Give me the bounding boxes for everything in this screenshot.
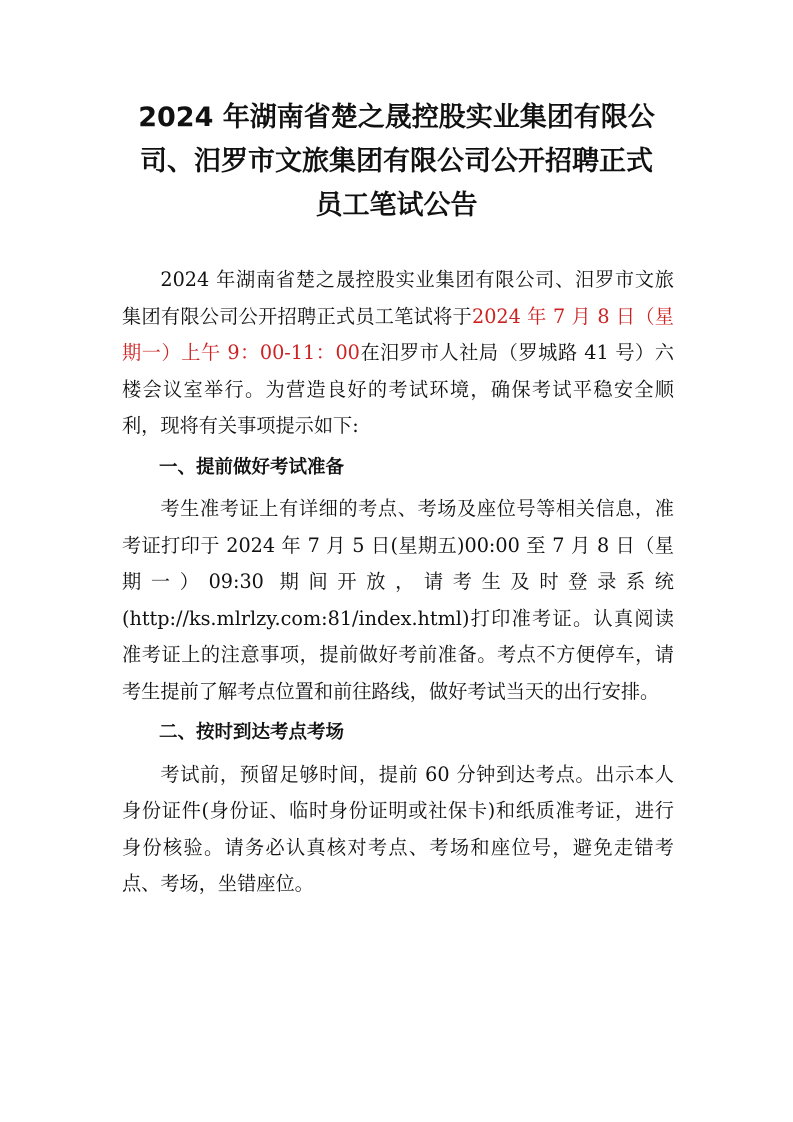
- exam-time-highlight: 2024 年 7 月 8 日（星期一）上午 9：00-11：00: [122, 304, 674, 364]
- section-2-paragraph: 考试前，预留足够时间，提前 60 分钟到达考点。出示本人身份证件(身份证、临时身份证明或社保卡)和纸质准考证，进行身份核验。请务必认真核对考点、考场和座位号，避免走错考点、考场，坐错座位。: [122, 762, 674, 895]
- page-title: [110, 96, 683, 228]
- document-body: [122, 262, 674, 903]
- intro-paragraph: [122, 262, 674, 445]
- section-1-heading: 一、提前做好考试准备: [159, 456, 345, 478]
- section-2-heading: 二、按时到达考点考场: [159, 722, 345, 743]
- title-line-1: 2024 年湖南省楚之晟控股实业集团有限公: [138, 102, 655, 133]
- title-line-3: 员工笔试公告: [315, 190, 478, 221]
- section-1-paragraph: 考生准考证上有详细的考点、考场及座位号等相关信息，准考证打印于 2024 年 7 月 5 日(星期五)00:00 至 7 月 8 日（星期一）09:30 期间开放，请考生及时登录系统(http://ks.mlrlzy.com:81/index.html)打印准考证。认真阅读准考证上的注意事项，提前做好考前准备。考点不方便停车，请考生提前了解考点位置和前往路线，做好考试当天的出行安排。: [122, 497, 674, 703]
- title-line-2: 司、汨罗市文旅集团有限公司公开招聘正式: [140, 146, 653, 177]
- intro-text-before: 2024 年湖南省楚之晟控股实业集团有限公司、汨罗市文旅集团有限公司公开招聘正式员工笔试将于: [122, 268, 674, 328]
- intro-text-after: 在汨罗市人社局（罗城路 41 号）六楼会议室举行。为营造良好的考试环境，确保考试平稳安全顺利，现将有关事项提示如下:: [122, 341, 674, 437]
